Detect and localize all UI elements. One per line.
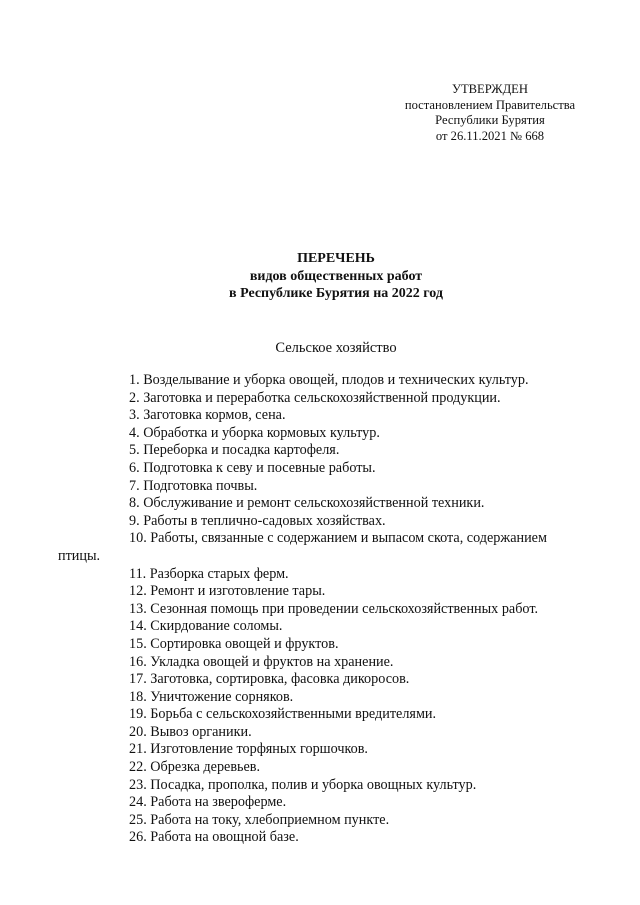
list-item: 13. Сезонная помощь при проведении сельскохозяйственных работ. bbox=[129, 600, 539, 617]
list-item: 1. Возделывание и уборка овощей, плодов и технических культур. bbox=[129, 372, 529, 388]
approval-line-republic: Республики Бурятия bbox=[435, 113, 545, 127]
list-item: 26. Работа на овощной базе. bbox=[129, 829, 299, 846]
title-line-3: в Республике Бурятия на 2022 год bbox=[229, 286, 443, 301]
list-item: 19. Борьба с сельскохозяйственными вредителями. bbox=[129, 706, 437, 723]
list-item: 15. Сортировка овощей и фруктов. bbox=[129, 635, 339, 652]
list-item: 8. Обслуживание и ремонт сельскохозяйственной техники. bbox=[129, 495, 485, 512]
document-title bbox=[0, 250, 640, 303]
list-item: 18. Уничтожение сорняков. bbox=[129, 688, 294, 705]
approval-line-date: от 26.11.2021 № 668 bbox=[435, 128, 545, 143]
list-item: 9. Работы в теплично-садовых хозяйствах. bbox=[129, 512, 386, 529]
list-item: 3. Заготовка кормов, сена. bbox=[129, 407, 286, 424]
list-item: 10. Работы, связанные с содержанием и выпасом скота, содержанием птицы. bbox=[58, 530, 547, 564]
list-item: 17. Заготовка, сортировка, фасовка дикоросов. bbox=[129, 671, 410, 688]
list-item: 14. Скирдование соломы. bbox=[129, 618, 283, 635]
list-item: 23. Посадка, прополка, полив и уборка овощных культур. bbox=[129, 776, 477, 793]
list-item: 25. Работа на току, хлебоприемном пункте. bbox=[129, 811, 390, 828]
work-types-list bbox=[58, 372, 588, 847]
list-item: 7. Подготовка почвы. bbox=[129, 477, 258, 494]
list-item: 21. Изготовление торфяных горшочков. bbox=[129, 741, 368, 758]
list-item: 11. Разборка старых ферм. bbox=[129, 565, 289, 582]
approval-line-decree: постановлением Правительства bbox=[404, 97, 576, 112]
list-item: 4. Обработка и уборка кормовых культур. bbox=[129, 424, 380, 441]
list-item: 24. Работа на зверофермe. bbox=[129, 794, 287, 811]
list-item: 6. Подготовка к севу и посевные работы. bbox=[129, 459, 376, 476]
list-item: 5. Переборка и посадка картофеля. bbox=[129, 442, 340, 459]
list-item: 22. Обрезка деревьев. bbox=[129, 759, 261, 776]
title-line-1: ПЕРЕЧЕНЬ bbox=[297, 251, 375, 266]
list-item: 2. Заготовка и переработка сельскохозяйственной продукции. bbox=[129, 389, 501, 406]
section-heading: Сельское хозяйство bbox=[275, 340, 397, 356]
approval-stamp bbox=[380, 82, 600, 144]
title-line-2: видов общественных работ bbox=[249, 268, 423, 284]
list-item: 20. Вывоз органики. bbox=[129, 723, 252, 740]
list-item: 16. Укладка овощей и фруктов на хранение. bbox=[129, 653, 394, 670]
list-item: 12. Ремонт и изготовление тары. bbox=[129, 583, 326, 600]
approval-title: УТВЕРЖДЕН bbox=[452, 82, 528, 96]
